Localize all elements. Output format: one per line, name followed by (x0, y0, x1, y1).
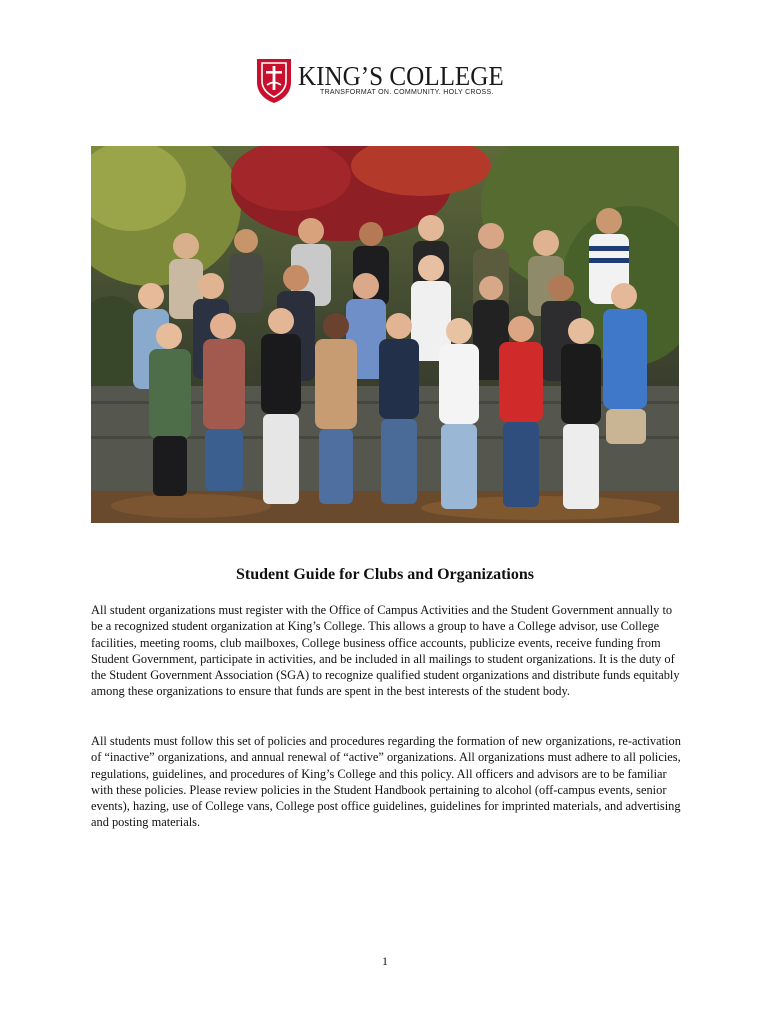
intro-paragraph: All student organizations must register with the Office of Campus Activities and the Student Government annually to be a recognized student organization at King’s College. This allows a group to have a College advisor, use College facilities, meeting rooms, club mailboxes, College business office accounts, publicize events, receive funding from Student Government, participate in activities, and be included in all mailings to student organizations. It is the duty of the Student Government Association (SGA) to recognize qualified student organizations and distribute funds equitably among these organizations to ensure that funds are spent in the best interests of the student body. (91, 603, 680, 699)
group-photo (91, 146, 679, 523)
logo-wordmark: KING’S COLLEGE (298, 61, 504, 91)
policy-paragraph: All students must follow this set of policies and procedures regarding the formation of new organizations, re-activation of “inactive” organizations, and annual renewal of “active” organizations. All organizations must adhere to all policies, regulations, guidelines, and procedures of King’s College and this policy. All officers and advisors are to be familiar with these policies. Please review policies in the Student Handbook pertaining to alcohol (off-campus events, senior events), hazing, use of College vans, College post office guidelines, guidelines for imprinted materials, and advertising and posting materials. (91, 734, 681, 830)
document-title: Student Guide for Clubs and Organizations (236, 566, 534, 583)
logo-tagline: TRANSFORMAT ON. COMMUNITY. HOLY CROSS. (320, 89, 494, 96)
kings-college-logo (256, 58, 516, 106)
college-shield-icon (256, 58, 292, 104)
page-number: 1 (382, 954, 388, 968)
